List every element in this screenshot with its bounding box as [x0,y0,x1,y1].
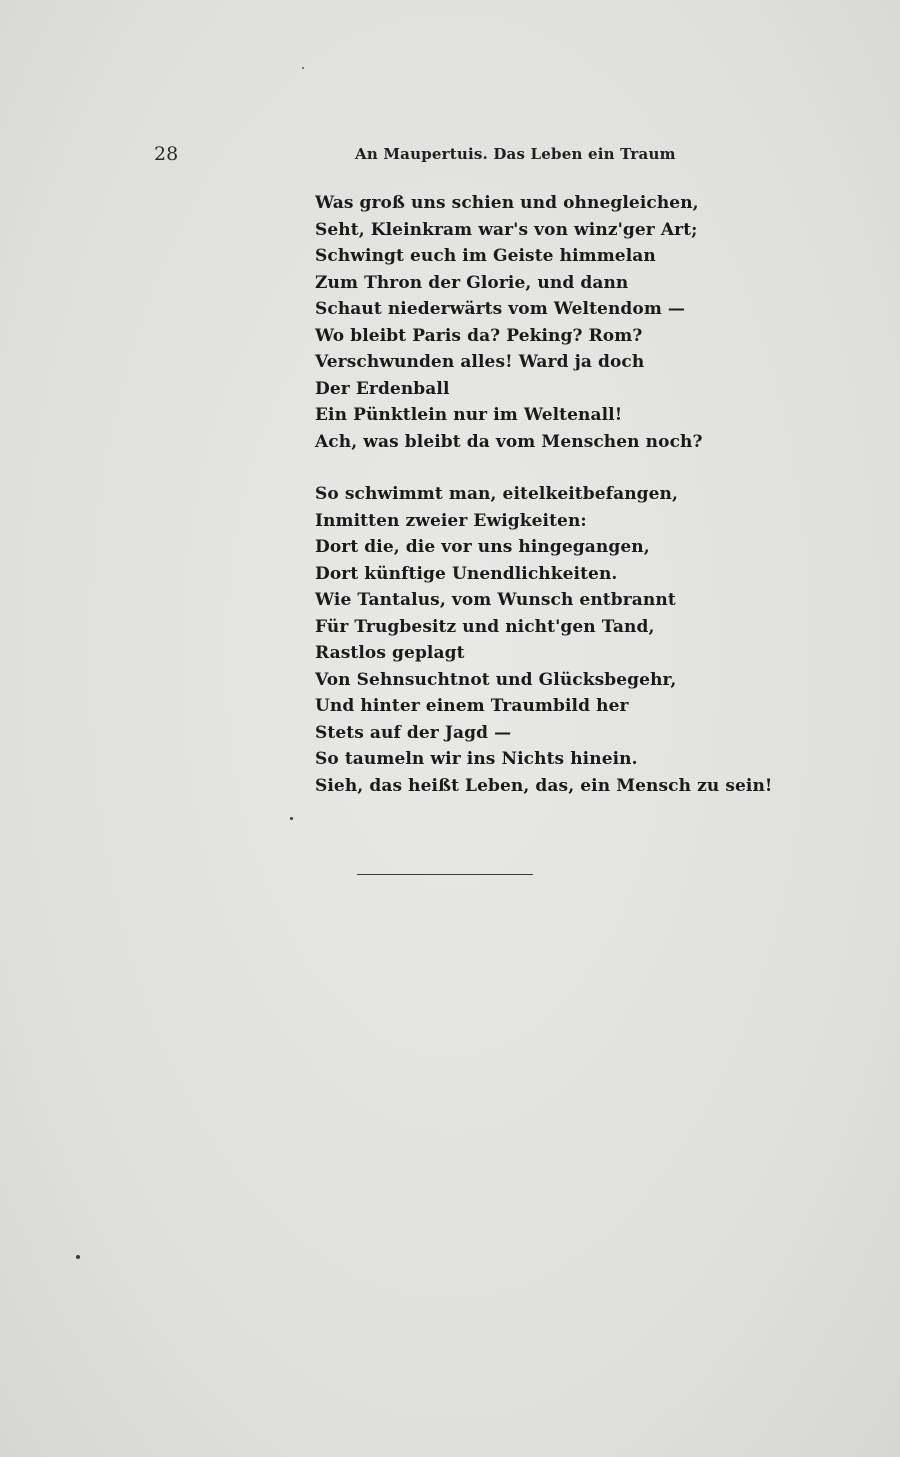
poem-line: Wie Tantalus, vom Wunsch entbrannt [315,590,676,610]
section-divider-rule [357,874,533,875]
poem-line: Der Erdenball [315,378,450,399]
ink-speck [302,67,304,69]
poem-line: Wo bleibt Paris da? Peking? Rom? [315,325,643,346]
running-head: An Maupertuis. Das Leben ein Traum [355,145,676,163]
poem-line: Und hinter einem Traumbild her [315,696,629,716]
page-number: 28 [154,143,179,165]
ink-speck [76,1255,80,1259]
poem-line: Rastlos geplagt [315,643,465,663]
poem-line: So schwimmt man, eitelkeitbefangen, [315,484,679,504]
poem-line: Schwingt euch im Geiste himmelan [315,246,656,266]
poem-line: Verschwunden alles! Ward ja doch [315,352,645,372]
poem-line: Seht, Kleinkram war's von winz'ger Art; [315,219,698,240]
poem-line: Schaut niederwärts vom Weltendom — [315,299,686,319]
ink-speck [290,817,293,820]
poem-stanza-2 [315,481,772,799]
poem-line: Stets auf der Jagd — [315,722,512,743]
poem-line: Inmitten zweier Ewigkeiten: [315,510,587,531]
poem-line: Ach, was bleibt da vom Menschen noch? [315,431,703,452]
poem-line: Von Sehnsuchtnot und Glücksbegehr, [315,669,677,690]
poem-line: Für Trugbesitz und nicht'gen Tand, [315,616,655,637]
poem-line: Dort künftige Unendlichkeiten. [315,563,618,584]
poem-line: Sieh, das heißt Leben, das, ein Mensch zu sein! [315,775,773,796]
poem-line: Was groß uns schien und ohnegleichen, [315,193,699,213]
poem-line: Ein Pünktlein nur im Weltenall! [315,405,623,425]
poem-stanza-1 [315,190,703,455]
poem-line: Dort die, die vor uns hingegangen, [315,537,650,557]
poem-line: So taumeln wir ins Nichts hinein. [315,749,638,769]
poem-line: Zum Thron der Glorie, und dann [315,272,629,293]
